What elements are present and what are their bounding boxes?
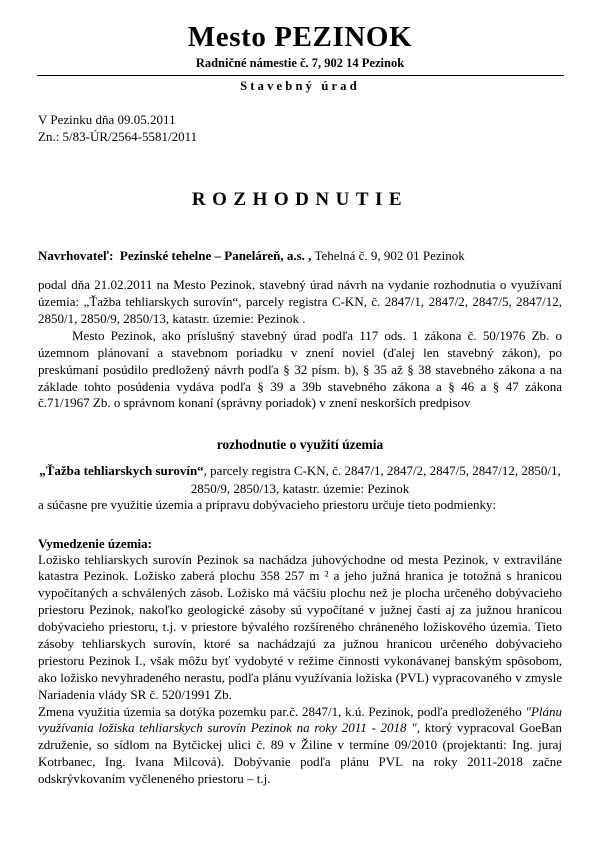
applicant-name: Pezinské tehelne – Paneláreň, a.s. , <box>119 248 312 264</box>
section-paragraph-2-lead: Zmena využitia územia sa dotýka pozemku par.č. 2847/1, k.ú. Pezinok, podľa predloženého <box>38 703 526 719</box>
decision-subject <box>38 462 562 496</box>
letterhead-divider <box>37 75 564 76</box>
decision-subject-parcels: , parcely registra C-KN, č. 2847/1, 2847/2, 2847/5, 2847/12, 2850/1, 2850/9, 2850/13, katastr. územie: Pezinok <box>190 463 561 496</box>
document-meta <box>38 111 600 145</box>
place-and-date: V Pezinku dňa 09.05.2011 <box>38 111 176 127</box>
reference-number: Zn.: 5/83-ÚR/2564-5581/2011 <box>38 129 198 145</box>
applicant-address: Tehelná č. 9, 902 01 Pezinok <box>314 248 465 264</box>
letterhead <box>0 0 600 94</box>
organization-department: Stavebný úrad <box>240 79 360 94</box>
section-paragraph-2 <box>38 704 562 788</box>
section-paragraph-1: Ložisko tehliarskych surovín Pezinok sa nachádza juhovýchodne od mesta Pezinok, v extraviláne katastra Pezinok. Ložisko zaberá plochu 358 257 m ² a jeho južná hranica je totožná s hranicou vypočítaných a schválených zásob. Ložisko má väčšiu plochu než je plocha určeného dobývacieho priestoru Pezinok, nakoľko geologické zásoby sú vypočítané v južnej časti aj za južnou hranicou dobývacieho priestoru, t.j. v priestore bývalého rozšíreného chráneného ložiskového územia. Tieto zásoby tehliarskych surovín, ktoré sa nachádzajú za južnou hranicou určeného dobývacieho priestoru Pezinok I., však môžu byť vydobyté v režime činnosti vykonávanej banským spôsobom, ako ložisko nevyhradeného nerastu, podľa plánu využívania ložiska (PVL) vypracovaného v zmysle Nariadenia vlády SR č. 520/1991 Zb. <box>38 551 562 702</box>
plan-document-title: "Plánu využívania ložiska tehliarskych surovín Pezinok na roky 2011 - 2018 " <box>38 703 562 736</box>
decision-heading: rozhodnutie o využití územia <box>216 437 384 453</box>
section-paragraph-2-tail: , ktorý vypracoval GoeBan združenie, so sídlom na Bytčickej ulici č. 89 v Žiline v termíne 09/2010 (projektanti: Ing. juraj Kotrbanec, Ing. Ivana Milcová). Dobývanie podľa plánu PVL na roky 2011-2018 začne odskrývkovaním vyčleneného priestoru – t.j. <box>38 720 562 787</box>
section-title-vymedzenie: Vymedzenie územia: <box>38 535 152 551</box>
document-heading: ROZHODNUTIE <box>191 189 409 211</box>
organization-address: Radničné námestie č. 7, 902 14 Pezinok <box>195 56 405 71</box>
conditions-lead-paragraph: a súčasne pre využitie územia a prípravu dobývacieho priestoru určuje tieto podmienky: <box>38 496 497 512</box>
decision-subject-title: „Ťažba tehliarskych surovín“ <box>39 463 204 479</box>
applicant-line <box>38 248 562 264</box>
submission-paragraph: podal dňa 21.02.2011 na Mesto Pezinok, stavebný úrad návrh na vydanie rozhodnutia o využívaní územia: „Ťažba tehliarskych surovín“, parcely registra C-KN, č. 2847/1, 2847/2, 2847/5, 2847/12, 2850/1, 2850/9, 2850/13, katastr. územie: Pezinok . <box>38 277 562 327</box>
legal-basis-paragraph: Mesto Pezinok, ako príslušný stavebný úrad podľa 117 ods. 1 zákona č. 50/1976 Zb. o územnom plánovaní a stavebnom poriadku v znení noviel (ďalej len stavebný zákon), po preskúmaní posúdilo predložený návrh podľa § 32 písm. b), § 35 až § 38 stavebného zákona a na základe tohto posúdenia vydáva podľa § 39 a 39b stavebného zákona a § 46 a § 47 zákona č.71/1967 Zb. o správnom konaní (správny poriadok) v znení neskorších predpisov <box>38 327 562 411</box>
document-body <box>38 248 562 788</box>
organization-title: Mesto PEZINOK <box>187 21 413 53</box>
applicant-label: Navrhovateľ: <box>38 248 114 264</box>
